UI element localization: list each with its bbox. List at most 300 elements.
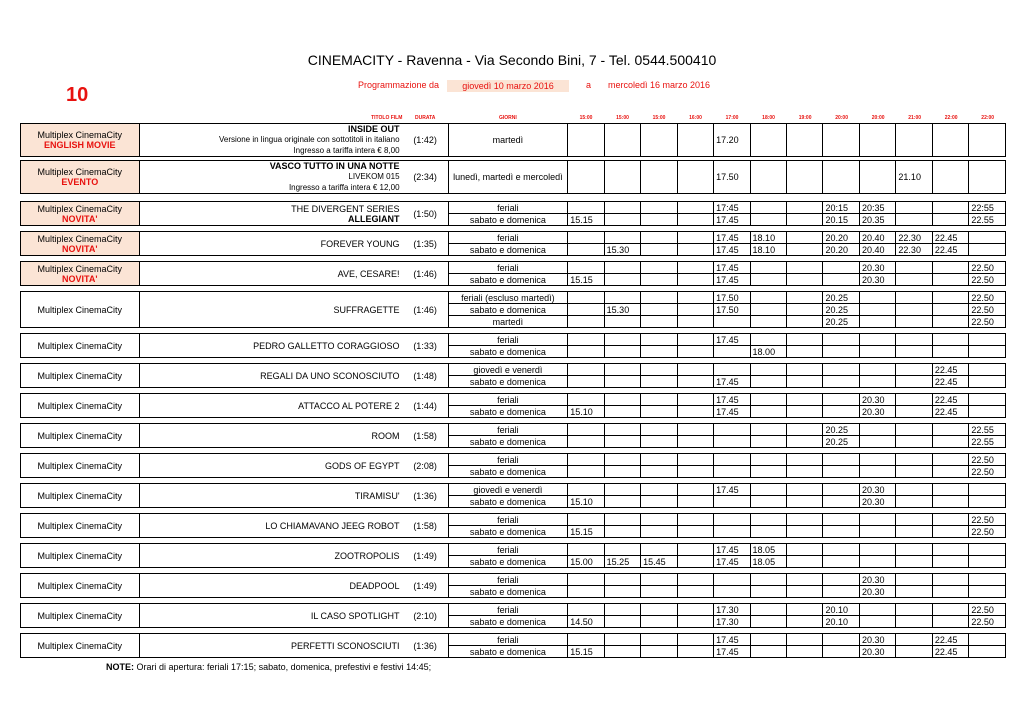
showtime-cell (641, 586, 677, 598)
table-row (21, 161, 1006, 194)
showtime-cell (932, 436, 968, 448)
showtime-cell (896, 436, 932, 448)
showtime-cell: 17:45 (714, 202, 750, 214)
showtime-cell (787, 334, 823, 346)
showtime-cell (859, 436, 895, 448)
days-cell: sabato e domenica (448, 376, 568, 388)
showtime-cell (641, 574, 677, 586)
showtime-cell (677, 526, 713, 538)
showtime-cell (641, 232, 677, 244)
showtime-cell (896, 604, 932, 616)
showtime-cell (641, 604, 677, 616)
film-tag: NOVITA' (62, 213, 98, 224)
showtime-cell (896, 406, 932, 418)
showtime-cell (677, 202, 713, 214)
table-row (21, 202, 1006, 214)
showtime-cell (859, 346, 895, 358)
film-subtitle: LIVEKOM 015 (348, 172, 400, 181)
showtime-cell (568, 232, 604, 244)
showtime-cell: 18.05 (750, 556, 786, 568)
showtime-cell (677, 244, 713, 256)
days-cell: feriali (448, 544, 568, 556)
showtime-cell (932, 484, 968, 496)
note-label: NOTE: (106, 662, 134, 672)
film-block (20, 333, 1006, 358)
showtime-cell (896, 316, 932, 328)
showtime-cell (787, 556, 823, 568)
showtime-cell: 15.15 (568, 646, 604, 658)
cinema-name: Multiplex CinemaCity (37, 520, 123, 531)
table-row (21, 364, 1006, 376)
showtime-cell (604, 161, 640, 194)
showtime-cell (677, 544, 713, 556)
showtime-cell (823, 556, 859, 568)
showtime-cell: 22.50 (969, 274, 1006, 286)
cinema-name: Multiplex CinemaCity (37, 490, 123, 501)
film-duration: (2:08) (403, 454, 449, 478)
cinema-cell (21, 544, 140, 568)
showtime-cell: 20.30 (859, 406, 895, 418)
showtime-cell (641, 244, 677, 256)
showtime-cell (859, 454, 895, 466)
days-cell: sabato e domenica (448, 274, 568, 286)
showtime-cell (823, 274, 859, 286)
showtime-cell (932, 124, 968, 157)
showtime-cell: 17.30 (714, 604, 750, 616)
showtime-cell: 20.25 (823, 436, 859, 448)
cinema-cell (21, 514, 140, 538)
showtime-cell (823, 526, 859, 538)
showtime-cell (787, 244, 823, 256)
showtime-cell (787, 274, 823, 286)
showtime-cell (677, 304, 713, 316)
showtime-cell (604, 454, 640, 466)
days-cell: sabato e domenica (448, 616, 568, 628)
showtime-cell (896, 454, 932, 466)
showtime-cell (787, 364, 823, 376)
showtime-cell (823, 406, 859, 418)
film-duration: (1:44) (403, 394, 449, 418)
film-block (20, 633, 1006, 658)
showtime-cell (932, 556, 968, 568)
table-row (21, 394, 1006, 406)
note-text: Orari di apertura: feriali 17:15; sabato, domenica, prefestivi e festivi 14:45; (136, 662, 432, 672)
showtime-cell: 17.50 (714, 161, 750, 194)
film-block (20, 201, 1006, 226)
film-tag: NOVITA' (62, 273, 98, 284)
showtime-cell (787, 316, 823, 328)
showtime-cell (604, 526, 640, 538)
film-block (20, 291, 1006, 328)
film-block (20, 603, 1006, 628)
showtime-cell (677, 161, 713, 194)
showtime-cell (641, 466, 677, 478)
days-cell: feriali (448, 424, 568, 436)
days-cell: feriali (448, 262, 568, 274)
showtime-cell (568, 394, 604, 406)
table-row (21, 292, 1006, 304)
showtime-cell (823, 544, 859, 556)
showtime-cell: 20.10 (823, 616, 859, 628)
film-title-cell (139, 334, 402, 358)
showtime-cell (787, 526, 823, 538)
showtime-cell (787, 161, 823, 194)
showtime-cell (750, 646, 786, 658)
film-title-cell (139, 634, 402, 658)
showtime-cell (969, 244, 1006, 256)
showtime-cell: 20:15 (823, 202, 859, 214)
film-title-cell (139, 232, 402, 256)
showtime-cell: 15.25 (604, 556, 640, 568)
showtime-cell (641, 646, 677, 658)
showtime-cell (896, 616, 932, 628)
showtime-cell (677, 454, 713, 466)
showtime-cell (714, 454, 750, 466)
showtime-cell: 22.50 (969, 514, 1006, 526)
showtime-cell (823, 466, 859, 478)
showtime-cell (787, 466, 823, 478)
showtime-cell: 20.30 (859, 274, 895, 286)
showtime-cell (787, 406, 823, 418)
showtime-cell: 17.50 (714, 304, 750, 316)
showtime-cell (677, 484, 713, 496)
film-block (20, 543, 1006, 568)
showtime-cell (714, 316, 750, 328)
showtime-cell (823, 574, 859, 586)
showtime-cell (641, 406, 677, 418)
showtime-cell (859, 376, 895, 388)
showtime-cell (896, 466, 932, 478)
showtime-cell (641, 616, 677, 628)
film-tag: EVENTO (61, 177, 99, 187)
showtime-cell: 17.45 (714, 634, 750, 646)
showtime-cell: 20.30 (859, 586, 895, 598)
film-duration: (1:49) (403, 544, 449, 568)
showtime-cell (568, 376, 604, 388)
showtime-cell (750, 262, 786, 274)
showtime-cell (969, 496, 1006, 508)
days-cell: feriali (escluso martedì) (448, 292, 568, 304)
cinema-cell (21, 454, 140, 478)
showtime-cell (568, 262, 604, 274)
showtime-cell (641, 484, 677, 496)
showtime-cell (677, 214, 713, 226)
showtime-cell (677, 424, 713, 436)
film-block (20, 393, 1006, 418)
showtime-cell (714, 424, 750, 436)
film-title-cell (139, 124, 402, 157)
showtime-cell: 15.30 (604, 244, 640, 256)
days-cell: feriali (448, 202, 568, 214)
showtime-cell (932, 346, 968, 358)
cinema-name: Multiplex CinemaCity (37, 203, 123, 214)
showtime-cell (568, 124, 604, 157)
showtime-cell (750, 466, 786, 478)
film-title: REGALI DA UNO SCONOSCIUTO (260, 370, 400, 381)
showtime-cell (604, 604, 640, 616)
days-cell: sabato e domenica (448, 586, 568, 598)
date-from: giovedì 10 marzo 2016 (447, 80, 569, 92)
showtime-cell (823, 634, 859, 646)
showtime-cell (641, 202, 677, 214)
film-title-cell (139, 292, 402, 328)
film-block (20, 453, 1006, 478)
days-cell: martedì (448, 316, 568, 328)
showtime-cell (641, 454, 677, 466)
cinema-cell (21, 202, 140, 226)
film-block (20, 123, 1006, 157)
showtime-cell (750, 514, 786, 526)
film-title-cell (139, 514, 402, 538)
showtime-cell (604, 202, 640, 214)
cinema-name: Multiplex CinemaCity (37, 370, 123, 381)
header-title: TITOLO FILM (371, 115, 403, 121)
showtime-cell (677, 364, 713, 376)
showtime-cell (932, 202, 968, 214)
showtime-cell (823, 334, 859, 346)
showtime-cell (750, 214, 786, 226)
film-title: SUFFRAGETTE (333, 304, 400, 315)
film-title: ROOM (371, 430, 400, 441)
showtime-cell (677, 394, 713, 406)
showtime-cell (823, 376, 859, 388)
showtime-cell (932, 496, 968, 508)
showtime-cell (714, 526, 750, 538)
film-title: INSIDE OUT (348, 124, 400, 134)
showtime-cell (750, 616, 786, 628)
showtime-cell (859, 604, 895, 616)
film-title: ATTACCO AL POTERE 2 (298, 400, 400, 411)
film-title-cell (139, 484, 402, 508)
showtime-cell (896, 334, 932, 346)
showtime-cell (750, 124, 786, 157)
film-title-cell (139, 262, 402, 286)
cinema-name: Multiplex CinemaCity (37, 550, 123, 561)
showtime-cell (677, 574, 713, 586)
film-duration: (1:46) (403, 292, 449, 328)
film-title-cell (139, 202, 402, 226)
showtime-cell (896, 484, 932, 496)
showtime-cell: 17.30 (714, 616, 750, 628)
showtime-cell (787, 214, 823, 226)
showtime-cell: 20.40 (859, 232, 895, 244)
film-title-cell (139, 161, 402, 194)
days-cell: feriali (448, 232, 568, 244)
showtime-cell (787, 616, 823, 628)
cinema-name: Multiplex CinemaCity (37, 233, 123, 244)
showtime-cell (932, 586, 968, 598)
showtime-cell (641, 161, 677, 194)
showtime-cell (714, 514, 750, 526)
showtime-cell (787, 604, 823, 616)
date-to: mercoledì 16 marzo 2016 (608, 80, 711, 90)
days-cell: sabato e domenica (448, 466, 568, 478)
film-title-cell (139, 364, 402, 388)
film-duration: (2:10) (403, 604, 449, 628)
showtime-cell (750, 496, 786, 508)
showtime-cell (714, 496, 750, 508)
showtime-cell: 20.30 (859, 394, 895, 406)
film-subtitle: Versione in lingua originale con sottotitoli in italiano (218, 135, 400, 144)
showtime-cell (823, 394, 859, 406)
showtime-cell (750, 364, 786, 376)
showtime-cell (641, 124, 677, 157)
showtime-cell (750, 316, 786, 328)
showtime-cell (641, 364, 677, 376)
showtime-cell: 22.30 (896, 232, 932, 244)
showtime-cell: 20.35 (859, 214, 895, 226)
film-title: PERFETTI SCONOSCIUTI (291, 640, 400, 651)
showtime-cell (677, 292, 713, 304)
showtime-cell (641, 544, 677, 556)
days-cell: feriali (448, 394, 568, 406)
showtime-cell (641, 304, 677, 316)
film-block (20, 483, 1006, 508)
cinema-cell (21, 424, 140, 448)
showtime-cell (677, 274, 713, 286)
showtime-cell (641, 514, 677, 526)
showtime-cell (932, 604, 968, 616)
showtime-cell (932, 466, 968, 478)
showtime-cell (641, 436, 677, 448)
header-time-6: 19:00 (798, 115, 812, 121)
showtime-cell: 17.45 (714, 556, 750, 568)
showtime-cell (896, 346, 932, 358)
showtime-cell (750, 424, 786, 436)
showtime-cell: 20.30 (859, 496, 895, 508)
showtime-cell (604, 586, 640, 598)
showtime-cell: 15.45 (641, 556, 677, 568)
showtime-cell (677, 646, 713, 658)
table-row (21, 634, 1006, 646)
film-title-cell (139, 574, 402, 598)
showtime-cell (896, 292, 932, 304)
showtime-cell (604, 634, 640, 646)
table-row (21, 544, 1006, 556)
film-block (20, 513, 1006, 538)
showtime-cell (969, 646, 1006, 658)
showtime-cell: 20.30 (859, 484, 895, 496)
showtime-cell: 17.50 (714, 292, 750, 304)
showtime-cell (604, 292, 640, 304)
header-time-0: 15:00 (579, 115, 593, 121)
showtime-cell (932, 424, 968, 436)
showtime-cell (896, 496, 932, 508)
showtime-cell (823, 161, 859, 194)
showtime-cell (787, 202, 823, 214)
showtime-cell (714, 574, 750, 586)
showtime-cell (787, 292, 823, 304)
showtime-cell (641, 274, 677, 286)
showtime-cell (677, 556, 713, 568)
showtime-cell: 20.20 (823, 244, 859, 256)
showtime-cell: 20.20 (823, 232, 859, 244)
showtime-cell (932, 274, 968, 286)
showtime-cell (604, 544, 640, 556)
showtime-cell (568, 334, 604, 346)
showtime-cell (677, 262, 713, 274)
showtime-cell (714, 466, 750, 478)
showtime-cell (969, 124, 1006, 157)
cinema-cell (21, 262, 140, 286)
cinema-cell (21, 124, 140, 157)
days-cell: giovedì e venerdì (448, 484, 568, 496)
showtime-cell: 17.45 (714, 262, 750, 274)
week-number: 10 (66, 84, 89, 106)
showtime-cell: 18.10 (750, 232, 786, 244)
showtime-cell (568, 424, 604, 436)
showtime-cell (969, 406, 1006, 418)
film-title: ZOOTROPOLIS (334, 550, 400, 561)
showtime-cell (568, 436, 604, 448)
showtime-cell (750, 586, 786, 598)
showtime-cell (568, 244, 604, 256)
cinema-name: Multiplex CinemaCity (37, 263, 123, 274)
days-cell: feriali (448, 574, 568, 586)
showtime-cell (568, 316, 604, 328)
header-time-8: 20:00 (871, 115, 885, 121)
showtime-cell (896, 586, 932, 598)
film-title-cell (139, 544, 402, 568)
showtime-cell (641, 346, 677, 358)
showtime-cell (859, 292, 895, 304)
showtime-cell: 20.25 (823, 292, 859, 304)
showtime-cell (641, 292, 677, 304)
film-tag: ENGLISH MOVIE (44, 140, 116, 150)
showtime-cell (677, 634, 713, 646)
table-row (21, 124, 1006, 157)
column-header-row (20, 115, 1006, 121)
showtime-cell (568, 586, 604, 598)
table-row (21, 334, 1006, 346)
showtime-cell (750, 161, 786, 194)
showtime-cell: 15.15 (568, 274, 604, 286)
film-duration: (1:48) (403, 364, 449, 388)
table-row (21, 574, 1006, 586)
showtime-cell (823, 346, 859, 358)
showtime-cell (677, 346, 713, 358)
film-duration: (1:46) (403, 262, 449, 286)
days-cell: giovedì e venerdì (448, 364, 568, 376)
showtime-cell: 22.45 (932, 232, 968, 244)
showtime-cell: 20.15 (823, 214, 859, 226)
showtime-cell (859, 304, 895, 316)
film-duration: (1:49) (403, 574, 449, 598)
showtime-cell (641, 334, 677, 346)
showtime-cell (859, 364, 895, 376)
film-tag: NOVITA' (62, 243, 98, 254)
showtime-cell: 17.45 (714, 544, 750, 556)
showtime-cell (932, 454, 968, 466)
showtime-cell: 17.45 (714, 484, 750, 496)
showtime-cell (787, 454, 823, 466)
showtime-cell (787, 544, 823, 556)
showtime-cell (896, 574, 932, 586)
showtime-cell: 22.50 (969, 466, 1006, 478)
showtime-cell: 17.45 (714, 232, 750, 244)
showtime-cell (932, 514, 968, 526)
days-cell: lunedì, martedì e mercoledì (448, 161, 568, 194)
showtime-cell (604, 484, 640, 496)
showtime-cell (969, 161, 1006, 194)
showtime-cell (750, 634, 786, 646)
showtime-cell (932, 334, 968, 346)
showtime-cell (823, 586, 859, 598)
showtime-cell (969, 376, 1006, 388)
showtime-cell (604, 262, 640, 274)
showtime-cell (787, 484, 823, 496)
film-title: TIRAMISU' (354, 490, 400, 501)
